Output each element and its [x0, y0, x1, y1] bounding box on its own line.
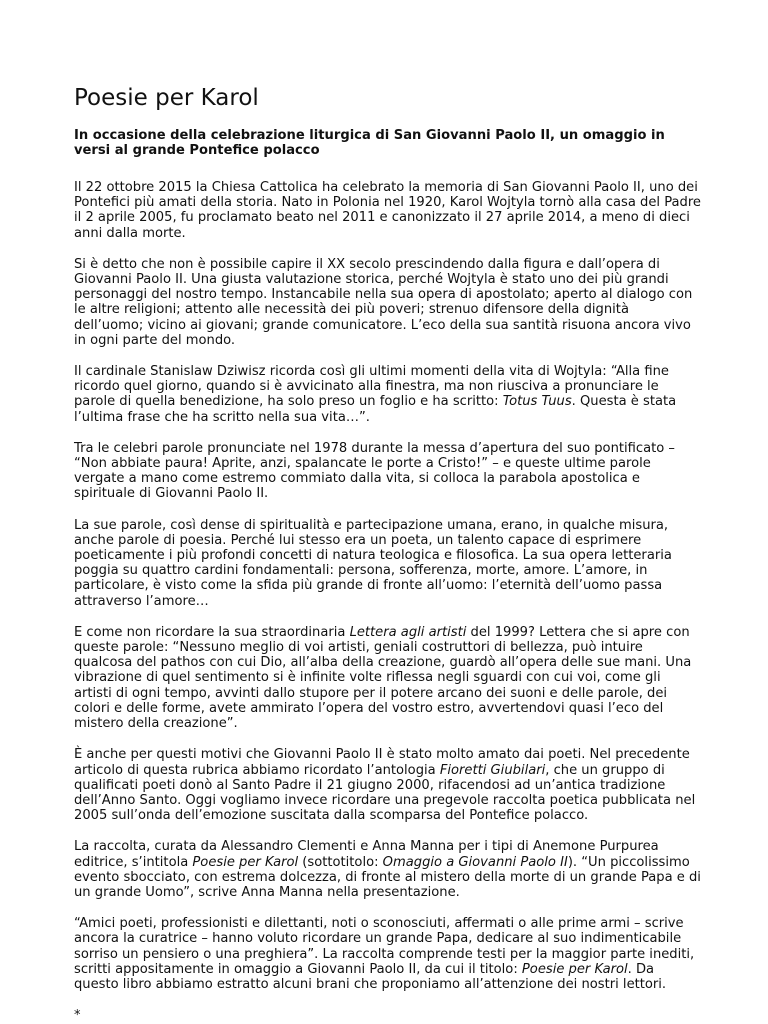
paragraph-7: [74, 747, 702, 823]
italic-text: Poesie per Karol: [192, 854, 299, 870]
italic-text: Lettera agli artisti: [349, 624, 467, 640]
text-run: del 1999? Lettera che si apre con queste parole: “Nessuno meglio di voi artisti, geniali costruttori di bellezza, può intuire qualcosa del pathos con cui Dio, all’alba della creazione, guardò all’opera delle sue mani. Una vibrazione di quel sentimento si è infinite volte riflessa negli sguardi con cui voi, come gli artisti di ogni tempo, avvinti dallo stupore per il potere arcano dei suoni e delle parole, dei colori e delle forme, avete ammirato l’opera del vostro estro, avvertendovi quasi l’eco del mistero della creazione”.: [74, 624, 692, 732]
text-run: ). “Un piccolissimo evento sbocciato, con estrema dolcezza, di fronte al mistero della morte di un grande Papa e di un grande Uomo”, scrive Anna Manna nella presentazione.: [74, 854, 701, 900]
italic-text: Omaggio a Giovanni Paolo II: [382, 854, 568, 870]
paragraph-2: Si è detto che non è possibile capire il XX secolo prescindendo dalla figura e dall’opera di Giovanni Paolo II. Una giusta valutazione storica, perché Wojtyla è stato uno dei più grandi personaggi del nostro tempo. Instancabile nella sua opera di apostolato; aperto al dialogo con le altre religioni; attento alle necessità dei più poveri; strenuo difensore della dignità dell’uomo; vicino ai giovani; grande comunicatore. L’eco della sua santità risuona ancora vivo in ogni parte del mondo.: [74, 256, 693, 348]
italic-text: Poesie per Karol: [521, 961, 628, 977]
document-page: [74, 84, 702, 1023]
text-run: “Amici poeti, professionisti e dilettanti, noti o sconosciuti, affermati o alle prime armi – scrive ancora la curatrice – hanno voluto ricordare un grande Papa, dedicare al suo indimenticabile sorriso un pensiero o una preghiera”. La raccolta comprende testi per la maggior parte inediti, scritti appositamente in omaggio a Giovanni Paolo II, da cui il titolo:: [74, 916, 695, 977]
page-title: Poesie per Karol: [74, 85, 259, 111]
paragraph-8: [74, 839, 702, 900]
paragraph-5: La sue parole, così dense di spiritualità e partecipazione umana, erano, in qualche misura, anche parole di poesia. Perché lui stesso era un poeta, un talento capace di esprimere poeticamente i più profondi concetti di natura teologica e filosofica. La sua opera letteraria poggia su quattro cardini fondamentali: persona, sofferenza, morte, amore. L’amore, in particolare, è visto come la sfida più grande di fronte all’uomo: l’eternità dell’uomo passa attraverso l’amore…: [74, 517, 672, 609]
text-run: È anche per questi motivi che Giovanni Paolo II è stato molto amato dai poeti. Nel precedente articolo di questa rubrica abbiamo ricordato l’antologia: [74, 747, 690, 778]
italic-text: Totus Tuus: [502, 394, 572, 410]
text-run: , che un gruppo di qualificati poeti donò al Santo Padre il 21 giugno 2000, rifacendosi ad un’antica tradizione dell’Anno Santo. Oggi vogliamo invece ricordare una pregevole raccolta poetica pubblicata nel 2005 sull’onda dell’emozione suscitata dalla scomparsa del Pontefice polacco.: [74, 762, 696, 824]
paragraph-3: [74, 364, 702, 425]
article-subtitle: In occasione della celebrazione liturgica di San Giovanni Paolo II, un omaggio in versi al grande Pontefice polacco: [74, 128, 665, 158]
text-run: . Da questo libro abbiamo estratto alcuni brani che proponiamo all’attenzione dei nostri lettori.: [74, 961, 667, 992]
text-run: Il cardinale Stanislaw Dziwisz ricorda così gli ultimi momenti della vita di Wojtyla: “Alla fine ricordo quel giorno, quando si è avvicinato alla finestra, ma non riusciva a pronunciare le parole di quella benedizione, ha solo preso un foglio e ha scritto:: [74, 364, 669, 410]
text-run: . Questa è stata l’ultima frase che ha scritto nella sua vita…”.: [74, 394, 677, 425]
text-run: La raccolta, curata da Alessandro Clementi e Anna Manna per i tipi di Anemone Purpurea editrice, s’intitola: [74, 839, 659, 870]
italic-text: Fioretti Giubilari: [439, 762, 546, 778]
section-separator: *: [74, 1008, 81, 1024]
paragraph-6: [74, 625, 702, 731]
paragraph-4: Tra le celebri parole pronunciate nel 1978 durante la messa d’apertura del suo pontificato – “Non abbiate paura! Aprite, anzi, spalancate le porte a Cristo!” – e queste ultime parole vergate a mano come estremo commiato dalla vita, si colloca la parabola apostolica e spirituale di Giovanni Paolo II.: [74, 440, 675, 502]
text-run: E come non ricordare la sua straordinaria: [74, 624, 350, 640]
paragraph-1: Il 22 ottobre 2015 la Chiesa Cattolica ha celebrato la memoria di San Giovanni Paolo II, uno dei Pontefici più amati della storia. Nato in Polonia nel 1920, Karol Wojtyla tornò alla casa del Padre il 2 aprile 2005, fu proclamato beato nel 2011 e canonizzato il 27 aprile 2014, a meno di dieci anni dalla morte.: [74, 180, 701, 241]
paragraph-9: [74, 916, 702, 992]
text-run: (sottotitolo:: [298, 854, 383, 870]
